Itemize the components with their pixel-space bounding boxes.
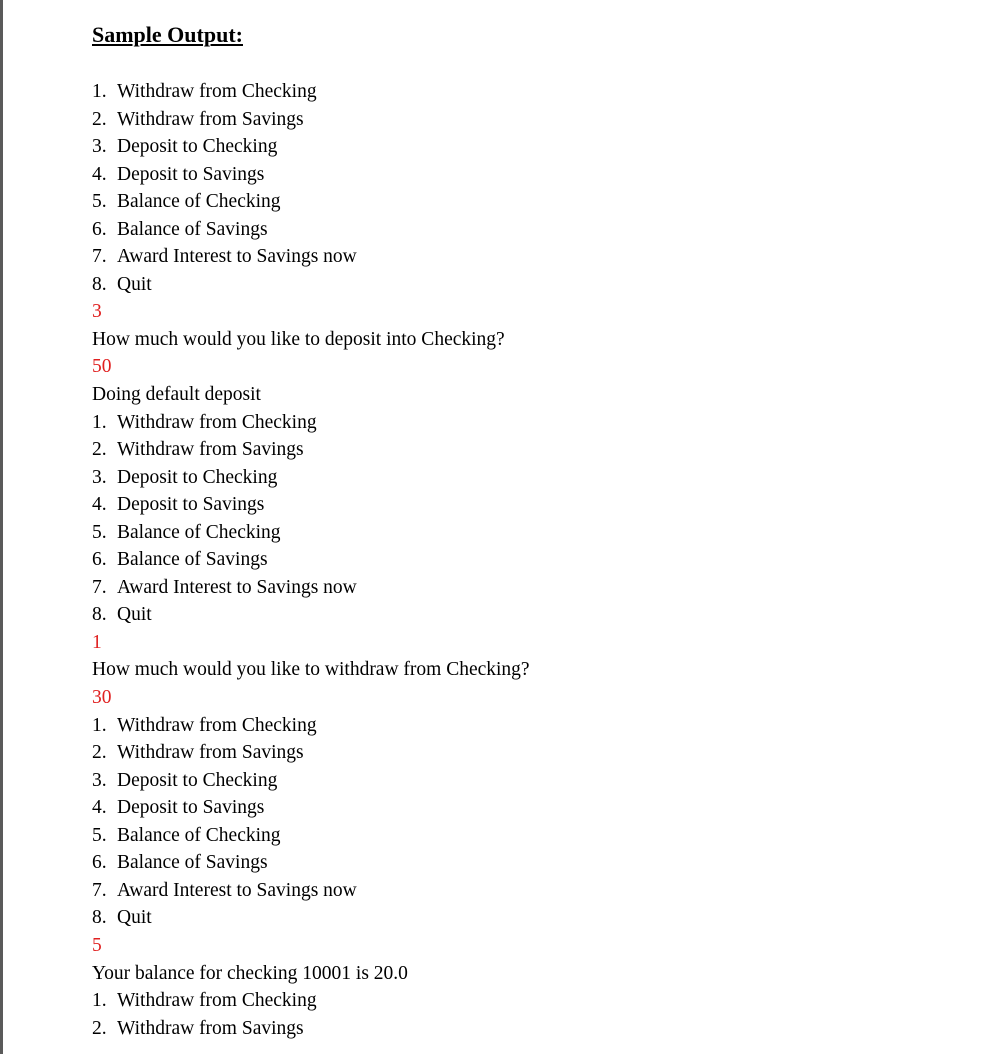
- user-input-value: 30: [92, 687, 112, 709]
- menu-option: [92, 133, 952, 161]
- program-output-line: [92, 326, 952, 354]
- program-output-text: How much would you like to deposit into Checking?: [92, 328, 505, 350]
- menu-option-label: Withdraw from Checking: [117, 81, 317, 102]
- menu-option: [92, 794, 952, 822]
- menu-option-number: 4.: [92, 494, 107, 516]
- menu-option-number: 8.: [92, 604, 107, 626]
- menu-option-label: Deposit to Checking: [117, 466, 278, 488]
- menu-option-label: Deposit to Savings: [117, 163, 265, 185]
- menu-option: [92, 877, 952, 905]
- menu-option-label: Withdraw from Checking: [117, 411, 317, 433]
- menu-option-label: Withdraw from Checking: [117, 714, 317, 736]
- menu-option: [92, 216, 952, 244]
- page-left-border: [0, 0, 3, 1054]
- menu-option-number: 8.: [92, 907, 107, 929]
- menu-option-label: Balance of Checking: [117, 521, 281, 543]
- menu-option: [92, 409, 952, 437]
- menu-option-number: 2.: [92, 439, 107, 461]
- menu-option-label: Award Interest to Savings now: [117, 246, 357, 268]
- user-input-line: [92, 629, 952, 657]
- menu-option-number: 6.: [92, 549, 107, 571]
- user-input-line: [92, 298, 952, 326]
- menu-option-number: 2.: [92, 1017, 107, 1039]
- menu-option-number: 3.: [92, 769, 107, 791]
- menu-option: [92, 767, 952, 795]
- menu-option-number: 6.: [92, 852, 107, 874]
- user-input-value: 1: [92, 631, 102, 653]
- user-input-line: [92, 932, 952, 960]
- menu-option: [92, 271, 952, 299]
- menu-option-label: Withdraw from Savings: [117, 742, 304, 764]
- user-input-value: 50: [92, 356, 112, 378]
- menu-option-label: Quit: [117, 604, 152, 626]
- menu-option-number: 1.: [92, 990, 107, 1012]
- menu-option: [92, 712, 952, 740]
- user-input-value: 5: [92, 934, 102, 956]
- menu-option-number: 4.: [92, 163, 107, 185]
- menu-option-label: Withdraw from Savings: [117, 108, 304, 130]
- menu-option: [92, 491, 952, 519]
- menu-option-number: 3.: [92, 466, 107, 488]
- menu-option: [92, 546, 952, 574]
- menu-option: [92, 601, 952, 629]
- menu-option-label: Withdraw from Checking: [117, 990, 317, 1012]
- menu-option-label: Award Interest to Savings now: [117, 576, 357, 598]
- menu-option-label: Withdraw from Savings: [117, 439, 304, 461]
- menu-option: [92, 519, 952, 547]
- menu-option-number: 6.: [92, 218, 107, 240]
- user-input-line: [92, 353, 952, 381]
- section-heading: Sample Output:: [92, 22, 243, 47]
- menu-option: [92, 106, 952, 134]
- menu-option-number: 1.: [92, 411, 107, 433]
- menu-option-number: 7.: [92, 576, 107, 598]
- menu-option-label: Deposit to Savings: [117, 494, 265, 516]
- program-output-line: [92, 960, 952, 988]
- program-output-line: [92, 656, 952, 684]
- menu-option-label: Deposit to Checking: [117, 136, 278, 158]
- menu-option: [92, 1015, 952, 1043]
- menu-option-label: Award Interest to Savings now: [117, 879, 357, 901]
- menu-option: [92, 464, 952, 492]
- menu-option-label: Withdraw from Savings: [117, 1017, 304, 1039]
- program-output-text: How much would you like to withdraw from Checking?: [92, 659, 530, 681]
- menu-option: [92, 904, 952, 932]
- menu-option-label: Deposit to Checking: [117, 769, 278, 791]
- menu-option-number: 5.: [92, 521, 107, 543]
- menu-option-number: 1.: [92, 81, 107, 102]
- menu-option-number: 7.: [92, 879, 107, 901]
- menu-option-label: Quit: [117, 907, 152, 929]
- menu-option-label: Balance of Savings: [117, 218, 268, 240]
- menu-option: [92, 574, 952, 602]
- menu-option: [92, 161, 952, 189]
- menu-option: [92, 849, 952, 877]
- menu-option: [92, 987, 952, 1015]
- user-input-line: [92, 684, 952, 712]
- menu-option: [92, 436, 952, 464]
- menu-option: [92, 739, 952, 767]
- menu-option-label: Quit: [117, 273, 152, 295]
- menu-option-label: Balance of Checking: [117, 191, 281, 213]
- program-output-text: Doing default deposit: [92, 384, 261, 406]
- program-output-line: [92, 381, 952, 409]
- menu-option-number: 8.: [92, 273, 107, 295]
- menu-option-number: 1.: [92, 714, 107, 736]
- menu-option-label: Deposit to Savings: [117, 797, 265, 819]
- menu-option: [92, 822, 952, 850]
- menu-option-number: 5.: [92, 824, 107, 846]
- menu-option-number: 2.: [92, 742, 107, 764]
- menu-option-label: Balance of Savings: [117, 549, 268, 571]
- program-output-text: Your balance for checking 10001 is 20.0: [92, 962, 408, 984]
- menu-option-number: 5.: [92, 191, 107, 213]
- menu-option-number: 4.: [92, 797, 107, 819]
- console-transcript: [92, 78, 952, 1042]
- menu-option: [92, 243, 952, 271]
- document-page: [92, 20, 952, 1042]
- menu-option: [92, 78, 952, 106]
- menu-option-number: 3.: [92, 136, 107, 158]
- menu-option-label: Balance of Checking: [117, 824, 281, 846]
- menu-option-number: 2.: [92, 108, 107, 130]
- menu-option-number: 7.: [92, 246, 107, 268]
- user-input-value: 3: [92, 301, 102, 323]
- menu-option-label: Balance of Savings: [117, 852, 268, 874]
- menu-option: [92, 188, 952, 216]
